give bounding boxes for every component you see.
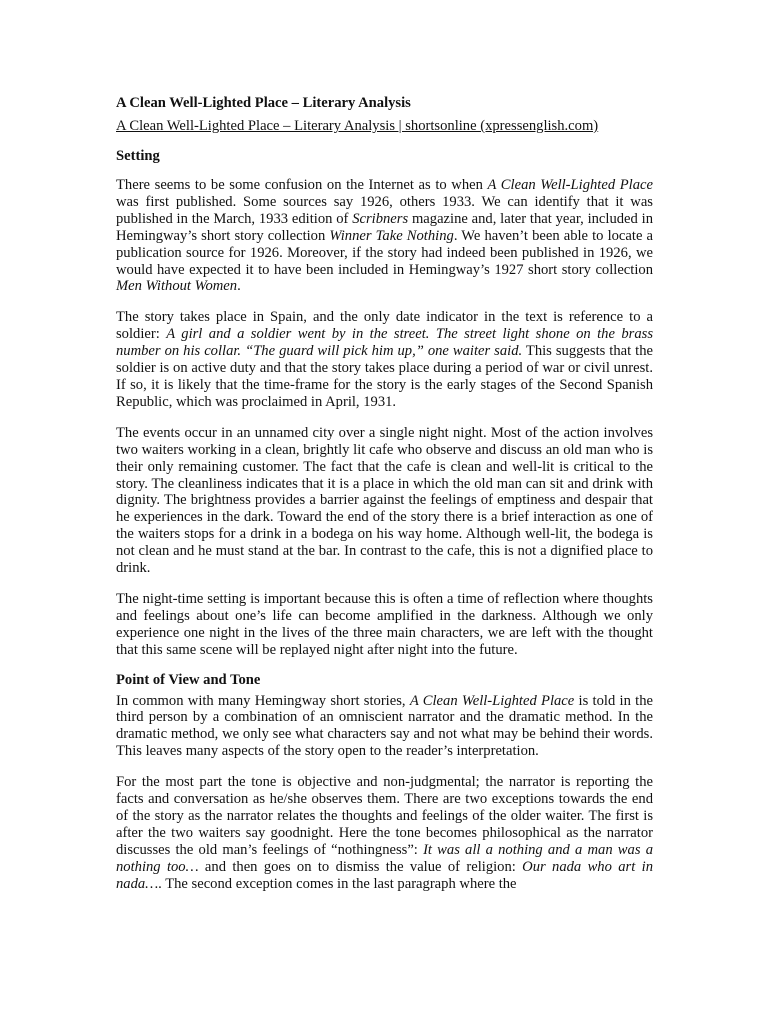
document-title: A Clean Well-Lighted Place – Literary Analysis xyxy=(116,95,411,111)
setting-paragraph-1 xyxy=(116,177,653,295)
text-span: and then goes on to dismiss the value of religion: xyxy=(198,858,523,875)
setting-paragraph-3: The events occur in an unnamed city over a single night night. Most of the action involves two waiters working in a clean, brightly lit cafe who observe and discuss an old man who is their only remaining customer. The fact that the cafe is clean and well-lit is critical to the story. The cleanliness indicates that it is a place in which the old man can sit and drink with dignity. The brightness provides a barrier against the feelings of emptiness and despair that he experiences in the dark. Toward the end of the story there is a brief interaction as one of the waiters stops for a drink in a bodega on his way home. Although well-lit, the bodega is not clean and he must stand at the bar. In contrast to the cafe, this is not a dignified place to drink. xyxy=(116,424,653,577)
text-span: In common with many Hemingway short stories, xyxy=(116,692,410,709)
quotation-italic: It was all a nothing and a man was a nothing too… xyxy=(116,841,653,875)
text-span: The story takes place in Spain, and the only date indicator in the text is reference to a soldier: xyxy=(116,309,653,343)
text-span: is told in the third person by a combination of an omniscient narrator and the dramatic method. In the dramatic method, we only see what characters say and not what may be behind their words. This leaves many aspects of the story open to the reader’s interpretation. xyxy=(116,692,653,760)
point-of-view-paragraph-2 xyxy=(116,774,653,892)
text-span: . The second exception comes in the last paragraph where the xyxy=(158,875,517,892)
point-of-view-paragraph-1 xyxy=(116,693,653,761)
point-of-view-heading: Point of View and Tone xyxy=(116,671,261,688)
text-span: magazine and, later that year, included in Hemingway’s short story collection xyxy=(116,210,653,244)
quotation-italic: A girl and a soldier went by in the street. The street light shone on the brass number on his collar. “The guard will pick him up,” one waiter said. xyxy=(116,326,653,360)
setting-paragraph-2 xyxy=(116,309,653,410)
quotation-italic: Our nada who art in nada… xyxy=(116,858,653,892)
text-span: was first published. Some sources say 1926, others 1933. We can identify that it was published in the March, 1933 edition of xyxy=(116,193,653,227)
collection-title-italic: Men Without Women xyxy=(116,278,238,295)
setting-heading: Setting xyxy=(116,148,160,164)
text-span: For the most part the tone is objective and non-judgmental; the narrator is reporting the facts and conversation as he/she observes them. There are two exceptions towards the end of the story as the narrator relates the thoughts and feelings of the older waiter. The first is after the two waiters say goodnight. Here the tone becomes philosophical as the narrator discusses the old man’s feelings of “nothingness”: xyxy=(116,774,653,858)
story-title-italic: A Clean Well-Lighted Place xyxy=(487,177,653,193)
setting-paragraph-4: The night-time setting is important because this is often a time of reflection where thoughts and feelings about one’s life can become amplified in the darkness. Although we only experience one night in the lives of the three main characters, we are left with the thought that this same scene will be replayed night after night into the future. xyxy=(116,590,653,658)
text-span: . We haven’t been able to locate a publication source for 1926. Moreover, if the story had indeed been published in 1926, we would have expected it to have been included in Hemingway’s 1927 short story collection xyxy=(116,227,654,278)
text-span: There seems to be some confusion on the Internet as to when xyxy=(116,177,488,193)
magazine-title-italic: Scribners xyxy=(352,210,409,227)
text-span: This suggests that the soldier is on active duty and that the story takes place during a period of war or civil unrest. If so, it is likely that the time-frame for the story is the early stages of the Second Spanish Republic, which was proclaimed in April, 1931. xyxy=(116,343,654,410)
collection-title-italic: Winner Take Nothing xyxy=(329,227,454,244)
story-title-italic: A Clean Well-Lighted Place xyxy=(409,692,575,709)
source-link[interactable]: A Clean Well-Lighted Place – Literary Analysis | shortsonline (xpressenglish.com) xyxy=(116,118,599,134)
text-span: . xyxy=(237,278,241,295)
